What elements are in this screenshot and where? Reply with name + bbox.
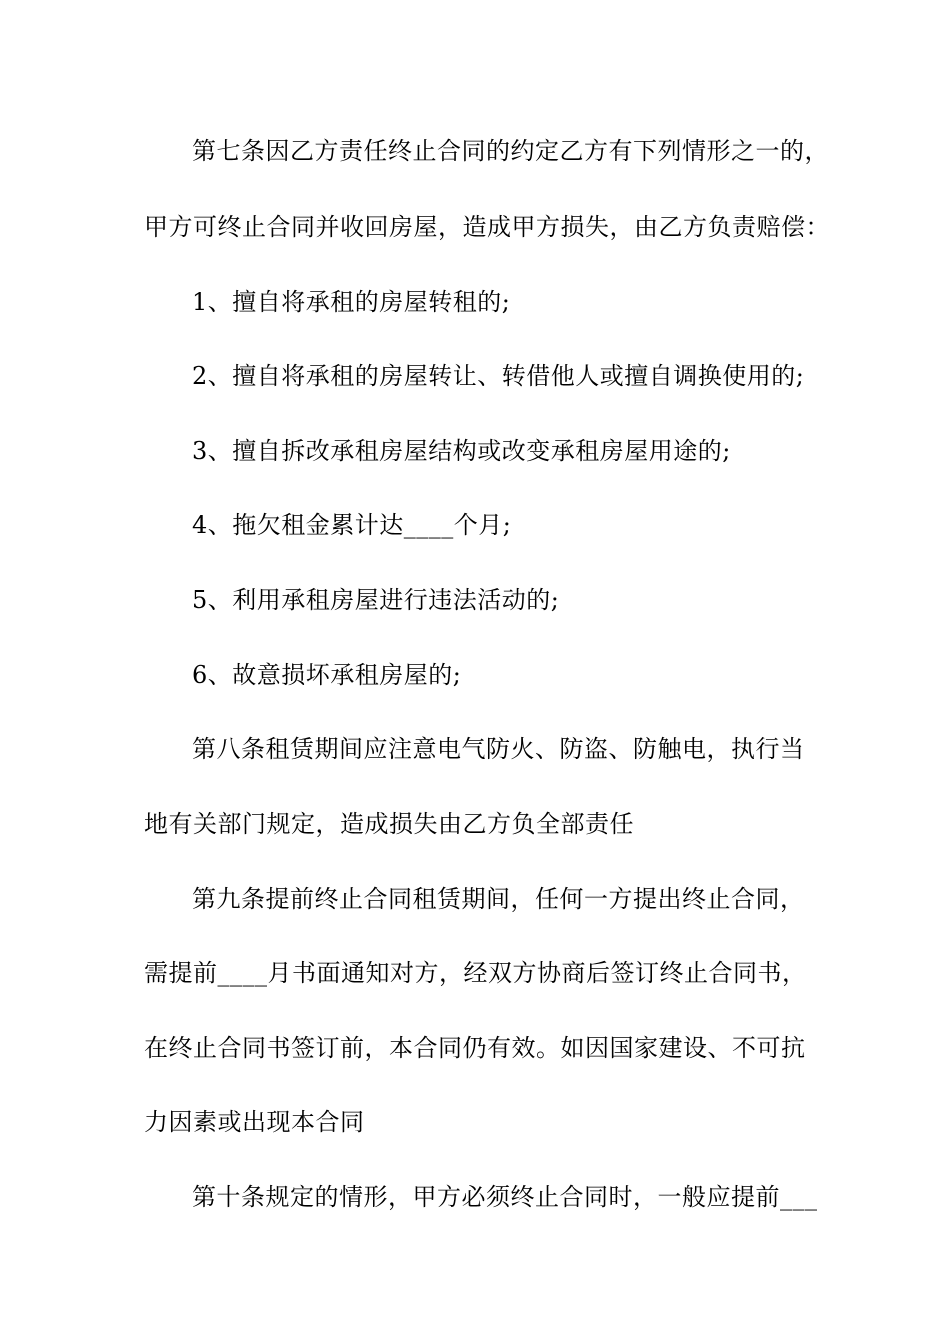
paragraph-article-9-line-1: 第九条提前终止合同租赁期间，任何一方提出终止合同， (192, 885, 805, 913)
paragraph-article-8-line-2: 地有关部门规定，造成损失由乙方负全部责任 (144, 810, 634, 838)
paragraph-article-9-line-3: 在终止合同书签订前，本合同仍有效。如因国家建设、不可抗 (144, 1034, 806, 1062)
paragraph-article-9-line-2: 需提前____月书面通知对方，经双方协商后签订终止合同书， (144, 959, 807, 987)
list-item-6: 6、故意损坏承租房屋的; (192, 661, 462, 689)
paragraph-article-7-line-2: 甲方可终止合同并收回房屋，造成甲方损失，由乙方负责赔偿： (144, 213, 830, 241)
list-item-2: 2、擅自将承租的房屋转让、转借他人或擅自调换使用的; (192, 362, 805, 390)
paragraph-article-9-line-4: 力因素或出现本合同 (144, 1108, 365, 1136)
list-item-5: 5、利用承租房屋进行违法活动的; (192, 586, 560, 614)
list-item-1: 1、擅自将承租的房屋转租的; (192, 288, 511, 316)
list-item-4: 4、拖欠租金累计达____个月; (192, 511, 512, 539)
paragraph-article-8-line-1: 第八条租赁期间应注意电气防火、防盗、防触电，执行当 (192, 735, 805, 763)
paragraph-article-7-line-1: 第七条因乙方责任终止合同的约定乙方有下列情形之一的， (192, 137, 829, 165)
list-item-3: 3、擅自拆改承租房屋结构或改变承租房屋用途的; (192, 437, 731, 465)
paragraph-article-10-line-1: 第十条规定的情形，甲方必须终止合同时，一般应提前___ (192, 1183, 818, 1211)
